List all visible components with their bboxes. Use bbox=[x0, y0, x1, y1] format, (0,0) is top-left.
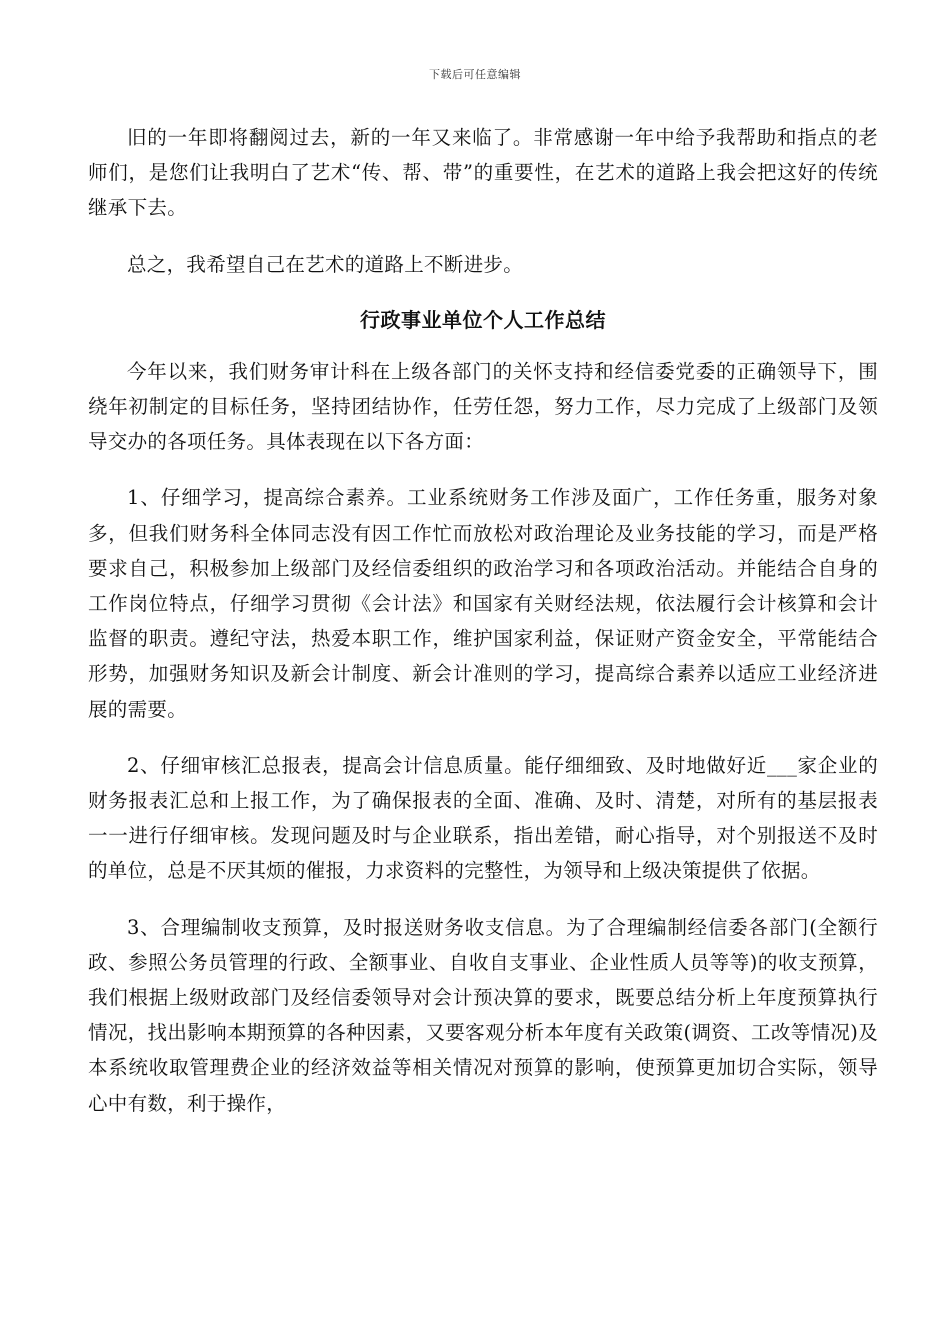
document-title: 行政事业单位个人工作总结 bbox=[360, 307, 606, 332]
paragraph-item-3: 3、合理编制收支预算，及时报送财务收支信息。为了合理编制经信委各部门(全额行政、参照公务员管理的行政、全额事业、自收自支事业、企业性质人员等等)的收支预算，我们根据上级财政部门及经信委领导对会计预决算的要求，既要总结分析上年度预算执行情况，找出影响本期预算的各种因素，又要客观分析本年度有关政策(调资、工改等情况)及本系统收取管理费企业的经济效益等相关情况对预算的影响，使预算更加切合实际，领导心中有数，利于操作， bbox=[88, 915, 878, 1115]
paragraph-intro-conclusion: 总之，我希望自己在艺术的道路上不断进步。 bbox=[127, 252, 524, 276]
page-header: 下载后可任意编辑 bbox=[429, 68, 521, 81]
document-body bbox=[88, 120, 878, 1142]
paragraph-overview: 今年以来，我们财务审计科在上级各部门的关怀支持和经信委党委的正确领导下，围绕年初制定的目标任务，坚持团结协作，任劳任怨，努力工作，尽力完成了上级部门及领导交办的各项任务。具体表现在以下各方面： bbox=[88, 359, 878, 454]
paragraph-intro-thanks: 旧的一年即将翻阅过去，新的一年又来临了。非常感谢一年中给予我帮助和指点的老师们，是您们让我明白了艺术“传、帮、带”的重要性，在艺术的道路上我会把这好的传统继承下去。 bbox=[88, 126, 878, 220]
paragraph-item-2: 2、仔细审核汇总报表，提高会计信息质量。能仔细细致、及时地做好近___家企业的财务报表汇总和上报工作，为了确保报表的全面、准确、及时、清楚，对所有的基层报表一一进行仔细审核。发现问题及时与企业联系，指出差错，耐心指导，对个别报送不及时的单位，总是不厌其烦的催报，力求资料的完整性，为领导和上级决策提供了依据。 bbox=[88, 753, 878, 883]
paragraph-item-1: 1、仔细学习，提高综合素养。工业系统财务工作涉及面广，工作任务重，服务对象多，但我们财务科全体同志没有因工作忙而放松对政治理论及业务技能的学习，而是严格要求自己，积极参加上级部门及经信委组织的政治学习和各项政治活动。并能结合自身的工作岗位特点，仔细学习贯彻《会计法》和国家有关财经法规，依法履行会计核算和会计监督的职责。遵纪守法，热爱本职工作，维护国家利益，保证财产资金安全，平常能结合形势，加强财务知识及新会计制度、新会计准则的学习，提高综合素养以适应工业经济进展的需要。 bbox=[88, 486, 878, 721]
